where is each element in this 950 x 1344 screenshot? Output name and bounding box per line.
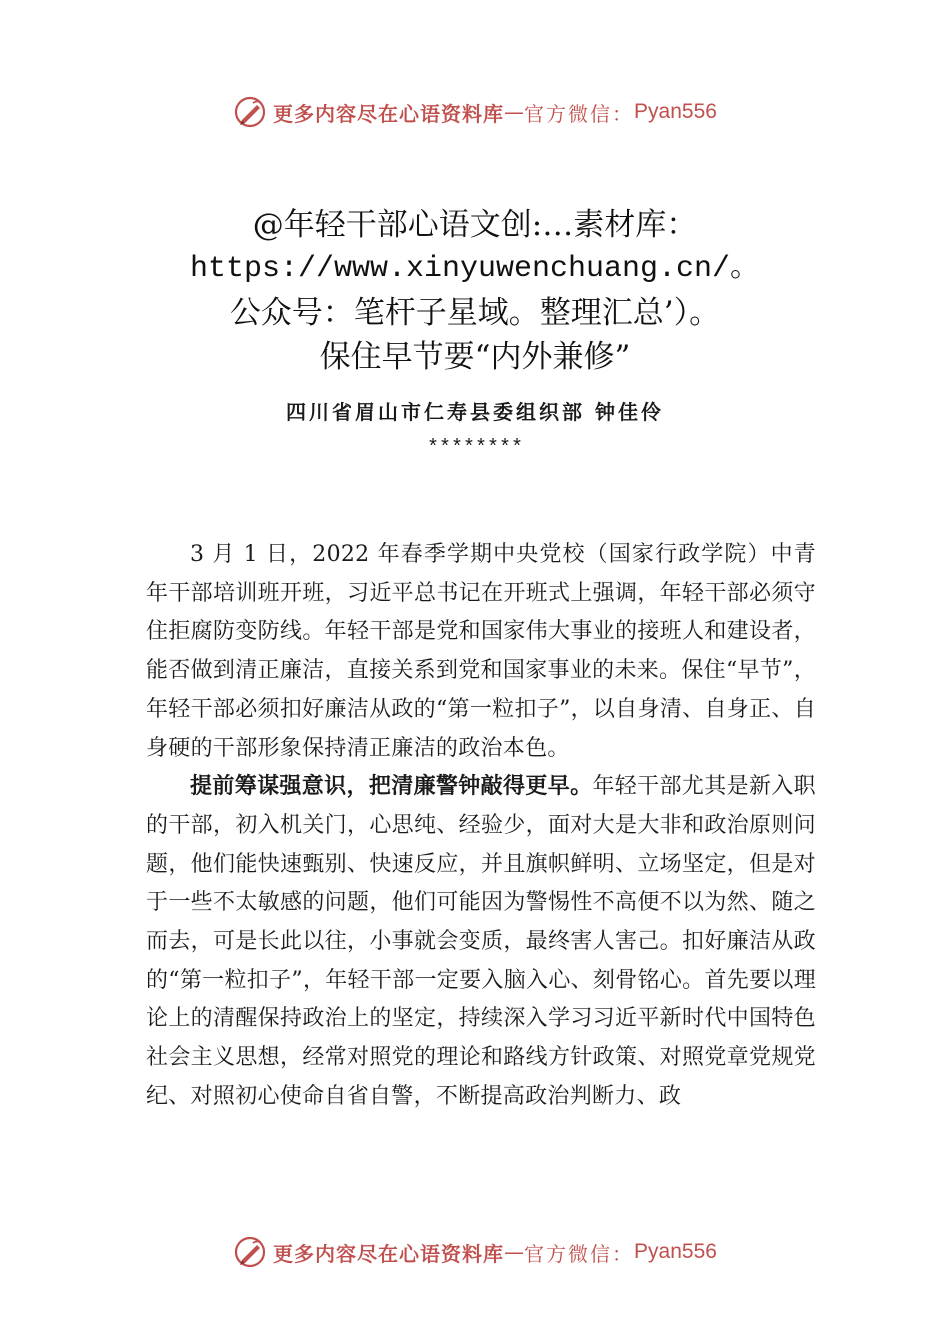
banner-wechat-id: Pyan556: [634, 100, 717, 123]
body-text: [146, 536, 816, 1117]
pen-logo-icon: [233, 95, 267, 129]
banner-separator: —: [504, 100, 525, 124]
document-title: [60, 203, 890, 379]
paragraph-body: 年轻干部尤其是新入职的干部，初入机关门，心思纯、经验少，面对大是大非和政治原则问题，他们能快速甄别、快速反应，并且旗帜鲜明、立场坚定，但是对于一些不太敏感的问题，他们可能因为警惕性不高便不以为然、随之而去，可是长此以往，小事就会变质，最终害人害己。扣好廉洁从政的“第一粒扣子”，年轻干部一定要入脑入心、刻骨铭心。首先要以理论上的清醒保持政治上的坚定，持续深入学习习近平新时代中国特色社会主义思想，经常对照党的理论和路线方针政策、对照党章党规党纪、对照初心使命自省自警，不断提高政治判断力、政: [146, 774, 816, 1109]
banner-separator: —: [504, 1240, 525, 1264]
paragraph-lead: 提前筹谋强意识，把清廉警钟敲得更早。: [190, 774, 593, 800]
title-line-1: @年轻干部心语文创:…素材库：: [252, 207, 698, 243]
star-divider: ********: [426, 437, 523, 460]
footer-banner: [0, 1232, 950, 1272]
title-line-4: 保住早节要“内外兼修”: [319, 339, 631, 375]
pen-logo-icon: [233, 1235, 267, 1269]
banner-wechat-label: 官方微信：: [524, 1241, 635, 1266]
banner-wechat-id: Pyan556: [634, 1240, 717, 1263]
header-banner: [0, 92, 950, 132]
paragraph-body: 3 月 1 日，2022 年春季学期中央党校（国家行政学院）中青年干部培训班开班，习近平总书记在开班式上强调，年轻干部必须守住拒腐防变防线。年轻干部是党和国家伟大事业的接班人和建设者，能否做到清正廉洁，直接关系到党和国家事业的未来。保住“早节”，年轻干部必须扣好廉洁从政的“第一粒扣子”，以自身清、自身正、自身硬的干部形象保持清正廉洁的政治本色。: [146, 542, 816, 761]
paragraph-1: [146, 536, 816, 768]
title-line-3: 公众号：笔杆子星域。整理汇总’）。: [229, 295, 721, 331]
author-line: 四川省眉山市仁寿县委组织部 钟佳伶: [286, 400, 664, 424]
title-line-2: https://www.xinyuwenchuang.cn/。: [189, 252, 761, 286]
banner-text: 更多内容尽在心语资料库: [273, 101, 505, 126]
banner-text: 更多内容尽在心语资料库: [273, 1241, 505, 1266]
paragraph-2: [146, 768, 816, 1116]
banner-wechat-label: 官方微信：: [524, 101, 635, 126]
